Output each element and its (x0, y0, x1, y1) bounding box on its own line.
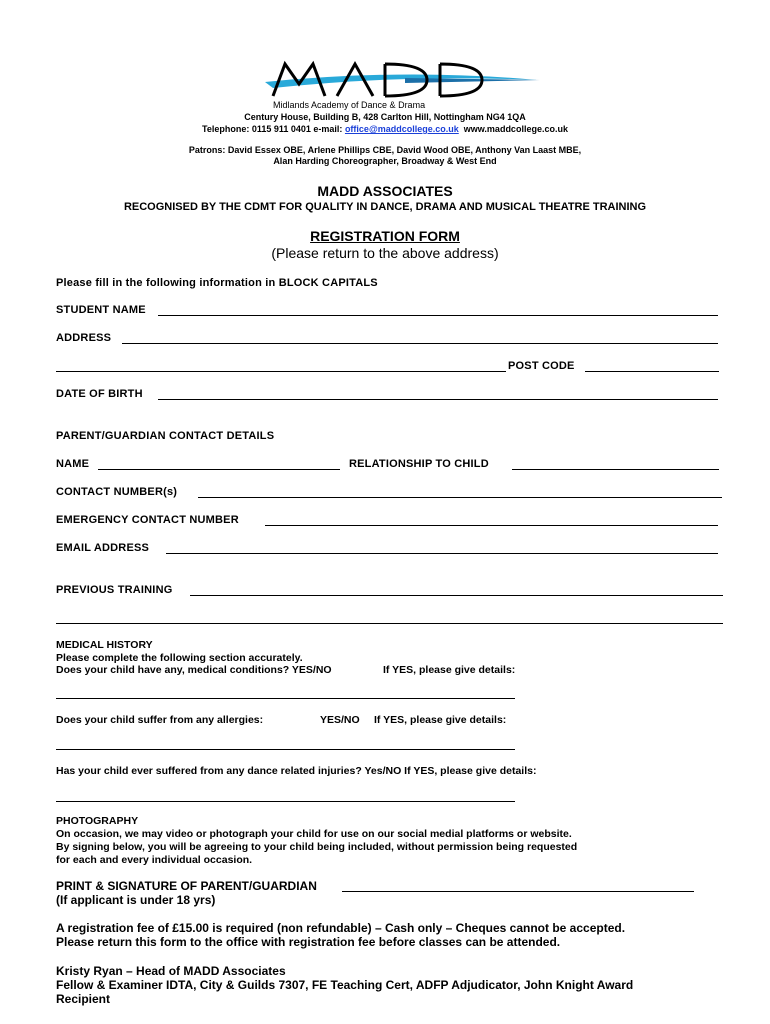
medical-q2-field[interactable] (56, 749, 515, 750)
post-code-field[interactable] (585, 371, 719, 372)
fees-line-1: A registration fee of £15.00 is required (non refundable) – Cash only – Cheques cannot be accepted. (56, 921, 626, 935)
email-address-field[interactable] (166, 553, 718, 554)
medical-intro: Please complete the following section accurately. (56, 652, 303, 664)
signature-label: PRINT & SIGNATURE OF PARENT/GUARDIAN (56, 879, 317, 893)
student-name-field[interactable] (158, 315, 718, 316)
footer-line-2: Fellow & Examiner IDTA, City & Guilds 7307, FE Teaching Cert, ADFP Adjudicator, John Knight Award (56, 978, 634, 992)
previous-training-field-2[interactable] (56, 623, 723, 624)
footer-line-3: Recipient (56, 992, 111, 1006)
previous-training-label: PREVIOUS TRAINING (56, 584, 173, 596)
address-label: ADDRESS (56, 332, 112, 344)
medical-q1-details: If YES, please give details: (383, 664, 516, 676)
parent-name-label: NAME (56, 458, 90, 470)
relationship-field[interactable] (512, 469, 719, 470)
photography-line-1: On occasion, we may video or photograph your child for use on our social medial platforms or website. (56, 828, 572, 840)
relationship-label: RELATIONSHIP TO CHILD (349, 458, 489, 470)
medical-q3: Has your child ever suffered from any dance related injuries? Yes/NO If YES, please give details: (56, 765, 537, 777)
patrons-line-2: Alan Harding Choreographer, Broadway & West End (273, 156, 497, 166)
patrons-line-1: Patrons: David Essex OBE, Arlene Phillips CBE, David Wood OBE, Anthony Van Laast MBE, (188, 145, 582, 155)
signature-note: (If applicant is under 18 yrs) (56, 893, 216, 907)
header-contact (0, 124, 770, 134)
medical-q3-field[interactable] (56, 801, 515, 802)
medical-q2: Does your child suffer from any allergies: (56, 714, 264, 726)
parent-name-field[interactable] (98, 469, 340, 470)
logo-subtitle: Midlands Academy of Dance & Drama (273, 100, 426, 110)
form-title: REGISTRATION FORM (310, 228, 460, 244)
telephone-text: Telephone: 0115 911 0401 e-mail: (202, 124, 345, 134)
emergency-contact-field[interactable] (265, 525, 718, 526)
medical-q1-field[interactable] (56, 698, 515, 699)
contact-numbers-label: CONTACT NUMBER(s) (56, 486, 178, 498)
medical-q2-details: If YES, please give details: (374, 714, 507, 726)
email-address-label: EMAIL ADDRESS (56, 542, 150, 554)
dob-label: DATE OF BIRTH (56, 388, 143, 400)
photography-line-2: By signing below, you will be agreeing to your child being included, without permission being requested (56, 841, 578, 853)
footer-line-1: Kristy Ryan – Head of MADD Associates (56, 964, 286, 978)
fees-line-2: Please return this form to the office with registration fee before classes can be attended. (56, 935, 561, 949)
address-field[interactable] (122, 343, 718, 344)
contact-numbers-field[interactable] (198, 497, 722, 498)
address-line-2-field[interactable] (56, 371, 506, 372)
emergency-contact-label: EMERGENCY CONTACT NUMBER (56, 514, 239, 526)
associates-title: MADD ASSOCIATES (317, 183, 453, 199)
instructions: Please fill in the following information in BLOCK CAPITALS (56, 277, 378, 289)
dob-field[interactable] (158, 399, 718, 400)
student-name-label: STUDENT NAME (56, 304, 146, 316)
website-text[interactable]: www.maddcollege.co.uk (463, 124, 568, 134)
post-code-label: POST CODE (508, 360, 575, 372)
email-link[interactable]: office@maddcollege.co.uk (344, 124, 459, 134)
photography-heading: PHOTOGRAPHY (56, 815, 139, 827)
recognised-line: RECOGNISED BY THE CDMT FOR QUALITY IN DANCE, DRAMA AND MUSICAL THEATRE TRAINING (123, 201, 647, 213)
form-subtitle: (Please return to the above address) (271, 245, 499, 261)
medical-heading: MEDICAL HISTORY (56, 639, 153, 651)
photography-line-3: for each and every individual occasion. (56, 854, 253, 866)
parent-heading: PARENT/GUARDIAN CONTACT DETAILS (56, 430, 275, 442)
medical-q2-yesno: YES/NO (320, 714, 360, 726)
header-address: Century House, Building B, 428 Carlton Hill, Nottingham NG4 1QA (244, 112, 526, 122)
medical-q1: Does your child have any, medical conditions? YES/NO (56, 664, 332, 676)
madd-logo (255, 58, 545, 110)
signature-field[interactable] (342, 891, 694, 892)
madd-logo-graphic (255, 58, 545, 110)
previous-training-field[interactable] (190, 595, 723, 596)
